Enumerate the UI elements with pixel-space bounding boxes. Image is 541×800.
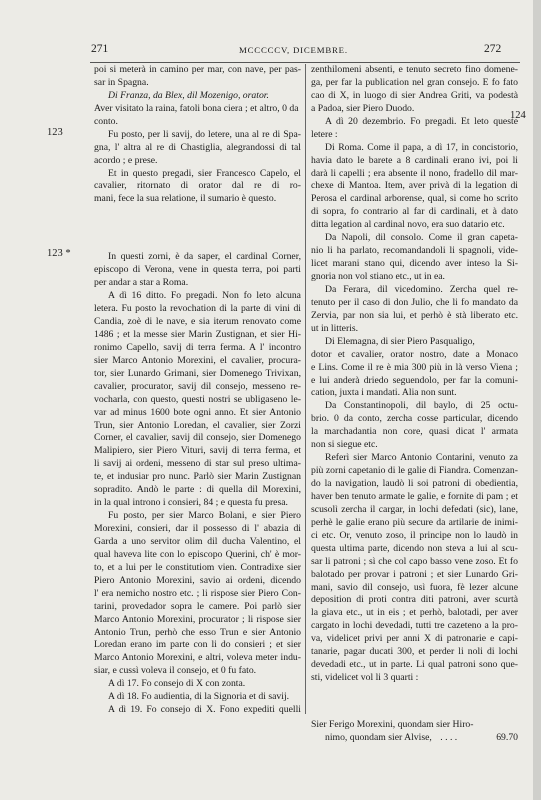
text-line: Antonio Trun, perhò che esso Trun e sier Antonio (94, 626, 301, 638)
left-page-number: 271 (91, 43, 109, 55)
text-line: di sopra, fo contrario al far di cardinali, et à dato (311, 206, 518, 218)
text-line: Et in questo pregadi, sier Francesco Capelo, el (108, 167, 301, 179)
text-line: 1486 ; et la messe sier Marin Zustignan, et sier Hi- (94, 328, 301, 340)
text-line: mani, fece la sua relatione, il sumario è questo. (94, 193, 277, 205)
text-line: A dì 18. Fo audientia, di la Signoria et di savij. (108, 691, 290, 703)
text-line: letere : (311, 128, 338, 140)
text-line: Garda a uno servitor olim dil ducha Valentino, el (94, 535, 301, 547)
text-line: la marchadantia non core, quasi dicat l' armata (311, 426, 518, 438)
text-line: poi si meterà in camino per mar, con nave, per pas- (94, 64, 301, 75)
text-line: Referì sier Marco Antonio Contarini, venuto za (325, 452, 518, 464)
column-divider (305, 64, 306, 714)
text-line: cargato in lochi devedadi, tutti tre cazeteno a la pro- (311, 620, 518, 632)
right-page-number: 272 (484, 43, 502, 55)
text-line: do la navigation, laudò li soi patroni di obedientia, (311, 478, 518, 489)
page-edge-shadow (533, 0, 541, 800)
text-line: sopradito. Andò le parte : di quella dil Morexini, (94, 484, 301, 496)
text-line: tor, sier Lunardo Grimani, sier Domenego Trivixan, (94, 367, 301, 379)
text-line: perhè le galie erano più secure da artilarie de inimi- (311, 516, 518, 528)
text-line: tarini, provedador sopra le camere. Poi parlò sier (94, 600, 301, 612)
text-line: qual haveva lite con lo episcopo Querini, ch' è mor- (94, 548, 301, 560)
text-line: e lui anderà driedo seguendolo, per far la comuni- (311, 374, 518, 386)
text-line: sti, videlicet vol li 3 quarti : (311, 672, 419, 684)
text-line: Zervia, par non sia lui, et perhò è stà liberato etc. (311, 309, 518, 321)
signature-block (311, 719, 518, 745)
text-line: A dì 20 dezembrio. Fo pregadi. Et leto queste (325, 115, 518, 127)
text-line: deposition di proti contra diti patroni, aver scurtà (311, 594, 518, 606)
text-line: episcopo di Verona, vene in questa terra, poi parti (94, 264, 301, 276)
text-line: sar in Spagna. (94, 76, 149, 88)
text-line: Da Ferara, dil vicedomino. Zercha quel re- (325, 283, 518, 295)
text-line: letera. Fu posto la revochation di la parte di vini di (94, 303, 301, 315)
text-line: acordo ; e prese. (94, 154, 158, 166)
text-line: l' era nemicho nostro etc. ; li rispose sier Piero Con- (94, 587, 301, 599)
signature-line-1: Sier Ferigo Morexini, quondam sier Hiro- (311, 719, 474, 730)
text-line: zenthilomeni absenti, e tenuto secreto fino domene- (311, 64, 518, 75)
text-line: tanarie, pagar ducati 300, et perder li noli di lochi (311, 646, 518, 658)
text-line: in la qual introno i consieri, 84 ; e questa fu presa. (94, 497, 288, 509)
left-column (94, 64, 301, 717)
text-line: Morexini, consieri, dar il possesso di l' abazia di (94, 523, 301, 534)
text-line: te, et indusiar pro nunc. Parlò sier Marin Zustignan (94, 471, 301, 483)
text-line: Perosa el cardinal arborense, qual, si come ho scrito (311, 193, 518, 205)
text-line: sier Marco Antonio Morexini, el cavalier, procura- (94, 354, 301, 366)
text-line: più zorni capetanio di le galie di Fiandra. Comenzan- (311, 465, 518, 477)
text-line: cavalier, procurator, savij dil consejo, messeno re- (94, 380, 301, 392)
vote-amount: 69.70 (496, 731, 518, 743)
margin-number-123-star: 123 * (47, 248, 71, 259)
text-line: non si siegue etc. (311, 439, 378, 451)
right-column (311, 64, 518, 685)
text-line: A dì 16 ditto. Fo pregadi. Non fo leto alcuna (108, 290, 301, 302)
margin-number-124: 124 (510, 110, 526, 121)
text-line: Loredan erano im parte con li do consieri ; et sier (94, 639, 301, 651)
text-line: conto. (94, 115, 118, 127)
text-line: Aver visitato la raina, fatoli bona ciera ; et altro, 0 da (94, 102, 299, 114)
text-line: Marco Antonio Morexini, e altri, voleva meter indu- (94, 652, 301, 664)
text-line: Marco Antonio Morexini, procurator ; li rispose sier (94, 613, 301, 625)
signature-line-2 (311, 732, 518, 745)
text-line: devedadi etc., ut in parte. Li qual patroni sono que- (311, 659, 518, 671)
running-head: MCCCCCV, DICEMBRE. (239, 45, 348, 55)
text-line: nio li ha parlato, recomandandoli li spagnoli, vide- (311, 245, 518, 257)
text-line: a Padoa, sier Piero Duodo. (311, 102, 415, 114)
text-line: brio. 0 da conto, zercha cosse particular, dicendo (311, 413, 518, 425)
text-line: Candia, zoè di le nave, e sia iterum renovato come (94, 316, 301, 327)
text-line: gna, l' altra al re di Chastiglia, alegrandossi di tal (94, 141, 301, 153)
text-line: to, et a lui per le constitutiom vien. Contradixe sier (94, 561, 301, 573)
text-line: Da Constantinopoli, dil baylo, di 25 octu- (325, 400, 518, 412)
text-line: balotado per provar i patroni ; et sier Lunardo Gri- (311, 568, 518, 580)
text-line: havia dato le barete a 8 cardinali erano ivi, poi li (311, 154, 518, 166)
text-line: ut in litteris. (311, 322, 359, 334)
text-line: ci etc. Or, venuto zoso, il principe non lo laudò in (311, 529, 518, 541)
text-line: la giava etc., ut in eis ; et perhò, balotadi, per aver (311, 607, 518, 619)
text-line: A dì 19. Fo consejo di X. Fono expediti quelli (108, 704, 301, 716)
text-line: va, videlicet privi per anni X di patronarie e capi- (311, 633, 518, 645)
text-line: chexe di Mantoa. Item, aver privà di la legation di (311, 180, 518, 192)
text-line: Malipiero, sier Piero Vituri, savij di terra ferma, et (94, 445, 301, 457)
text-line: siar, e cussì voleva il consejo, et 0 fu fato. (94, 665, 257, 677)
text-line: per andar a star a Roma. (94, 277, 189, 289)
text-line: tenuto per il caso di don Julio, che li fo mandato da (311, 296, 518, 308)
margin-number-123: 123 (47, 127, 63, 138)
text-line: Trun, sier Antonio Loredan, el cavalier, sier Zorzi (94, 419, 301, 431)
text-line: dotor et cavalier, orator nostro, date a Monaco (311, 348, 518, 360)
text-line: haver ben tenuto armate le galie, e fornite di pam ; et (311, 490, 518, 502)
text-line: vocharla, con questo, questi nostri se ubligaseno le- (94, 393, 301, 405)
text-line: gnoria non vol stiano etc., ut in ea. (311, 271, 445, 282)
text-line: e Lins. Come il re è mia 300 più in là verso Viena ; (311, 361, 518, 373)
text-line: ga, per far la publication nel gran consejo. E fo fato (311, 76, 518, 88)
text-line: cation, juxta i mandati. Alia non sunt. (311, 387, 457, 399)
text-line: Di Elemagna, di sier Piero Pasqualigo, (325, 335, 475, 347)
text-line: Da Napoli, dil consolo. Come il gran capeta- (325, 232, 518, 244)
text-line: Di Roma. Come il papa, a dì 17, in concistorio, (325, 141, 518, 153)
text-line: A dì 17. Fo consejo di X con zonta. (108, 678, 246, 690)
text-line: var ad minus 1600 bote ogni anno. Et sier Antonio (94, 406, 301, 418)
text-line: sar li patroni ; sì che col capo basso vene zoso. Et fo (311, 555, 518, 567)
text-line: Fu posto, per sier Marco Bolani, e sier Piero (108, 510, 301, 522)
text-line: scusolì zercha il cargar, in lochi defedati (sic), lane, (311, 503, 518, 515)
text-line: mani, savio dil consejo, usì fuora, fè lezer alcune (311, 581, 518, 593)
header-rule (90, 62, 520, 63)
text-line: cao di X, in luogo di sier Andrea Griti, va podestà (311, 89, 518, 101)
text-line: darà li capelli ; era absente il nono, fradello dil mar- (311, 167, 518, 179)
text-line: li savij ai ordeni, messeno di star sul preso ultima- (94, 458, 301, 470)
text-line: Di Franza, da Blex, dil Mozenigo, orator. (108, 89, 269, 101)
text-line: ditta legation al cardinal novo, era suo datario etc. (311, 219, 505, 231)
text-line: ronimo Capello, savij di terra ferma. A l' incontro (94, 341, 301, 353)
section-gap (94, 206, 301, 251)
text-line: Fu posto, per li savij, do letere, una al re di Spa- (108, 128, 301, 140)
signature-name: nimo, quondam sier Alvise, (325, 731, 432, 743)
text-line: Piero Antonio Morexini, savio ai ordeni, dicendo (94, 574, 301, 586)
text-line: cavalier, ritornato di orator dal re di ro- (94, 180, 301, 192)
text-line: In questi zorni, è da saper, el cardinal Corner, (108, 251, 301, 263)
text-line: questa ultima parte, dicendo non steva a lui al scu- (311, 542, 518, 554)
leader-dots: . . . . (440, 731, 458, 743)
text-line: licet marani stano qui, dicendo aver inteso la Si- (311, 258, 518, 270)
text-line: Corner, el cavalier, savij dil consejo, sier Domenego (94, 432, 301, 444)
